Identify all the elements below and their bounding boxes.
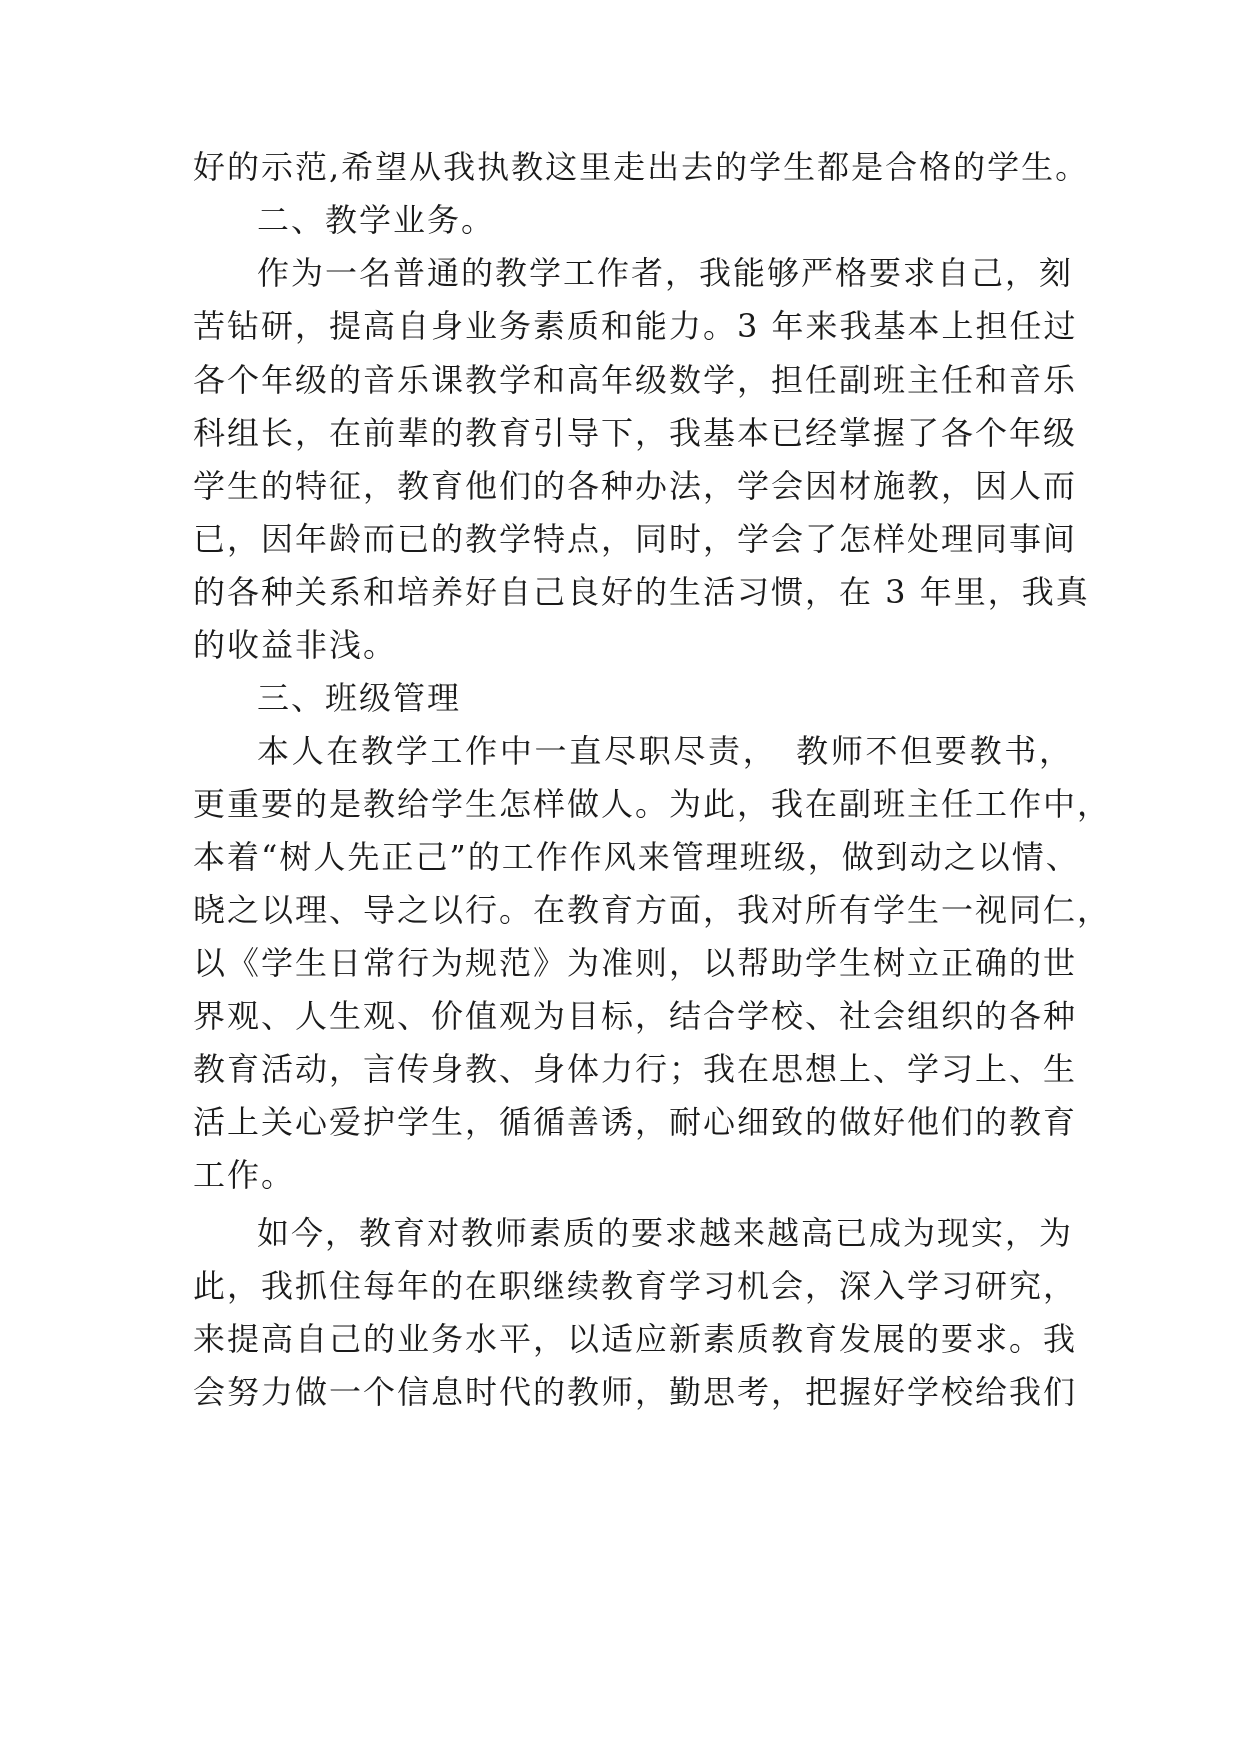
text-line-4: 苦钻研，提高自身业务素质和能力。3 年来我基本上担任过 (193, 307, 1078, 345)
text-line-13: 更重要的是教给学生怎样做人。为此，我在副班主任工作中， (193, 785, 1112, 823)
text-line-19: 活上关心爱护学生，循循善诱，耐心细致的做好他们的教育 (193, 1103, 1078, 1141)
text-line-22: 此，我抓住每年的在职继续教育学习机会，深入学习研究， (193, 1267, 1078, 1305)
text-line-10: 的收益非浅。 (193, 626, 398, 664)
text-line-9: 的各种关系和培养好自己良好的生活习惯，在 3 年里，我真 (193, 573, 1090, 611)
text-line-15: 晓之以理、导之以行。在教育方面，我对所有学生一视同仁， (193, 891, 1112, 929)
text-line-16: 以《学生日常行为规范》为准则，以帮助学生树立正确的世 (193, 944, 1078, 982)
text-line-3: 作为一名普通的教学工作者，我能够严格要求自己，刻 (257, 254, 1074, 292)
text-line-24: 会努力做一个信息时代的教师，勤思考，把握好学校给我们 (193, 1373, 1078, 1411)
text-line-12: 本人在教学工作中一直尽职尽责， 教师不但要教书， (257, 732, 1073, 770)
text-line-21: 如今，教育对教师素质的要求越来越高已成为现实，为 (257, 1214, 1074, 1252)
text-line-8: 已，因年龄而已的教学特点，同时，学会了怎样处理同事间 (193, 520, 1078, 558)
section-heading-class-management: 三、班级管理 (257, 679, 462, 717)
text-line-5: 各个年级的音乐课教学和高年级数学，担任副班主任和音乐 (193, 361, 1078, 399)
section-heading-teaching: 二、教学业务。 (257, 201, 496, 239)
text-line-17: 界观、人生观、价值观为目标，结合学校、社会组织的各种 (193, 997, 1078, 1035)
text-line-20: 工作。 (193, 1156, 296, 1194)
text-line-23: 来提高自己的业务水平，以适应新素质教育发展的要求。我 (193, 1320, 1078, 1358)
text-line-18: 教育活动，言传身教、身体力行；我在思想上、学习上、生 (193, 1050, 1078, 1088)
text-line-1: 好的示范,希望从我执教这里走出去的学生都是合格的学生。 (193, 148, 1090, 186)
text-line-6: 科组长，在前辈的教育引导下，我基本已经掌握了各个年级 (193, 414, 1078, 452)
text-line-7: 学生的特征，教育他们的各种办法，学会因材施教，因人而 (193, 467, 1078, 505)
text-line-14: 本着“树人先正己”的工作作风来管理班级，做到动之以情、 (193, 838, 1080, 876)
